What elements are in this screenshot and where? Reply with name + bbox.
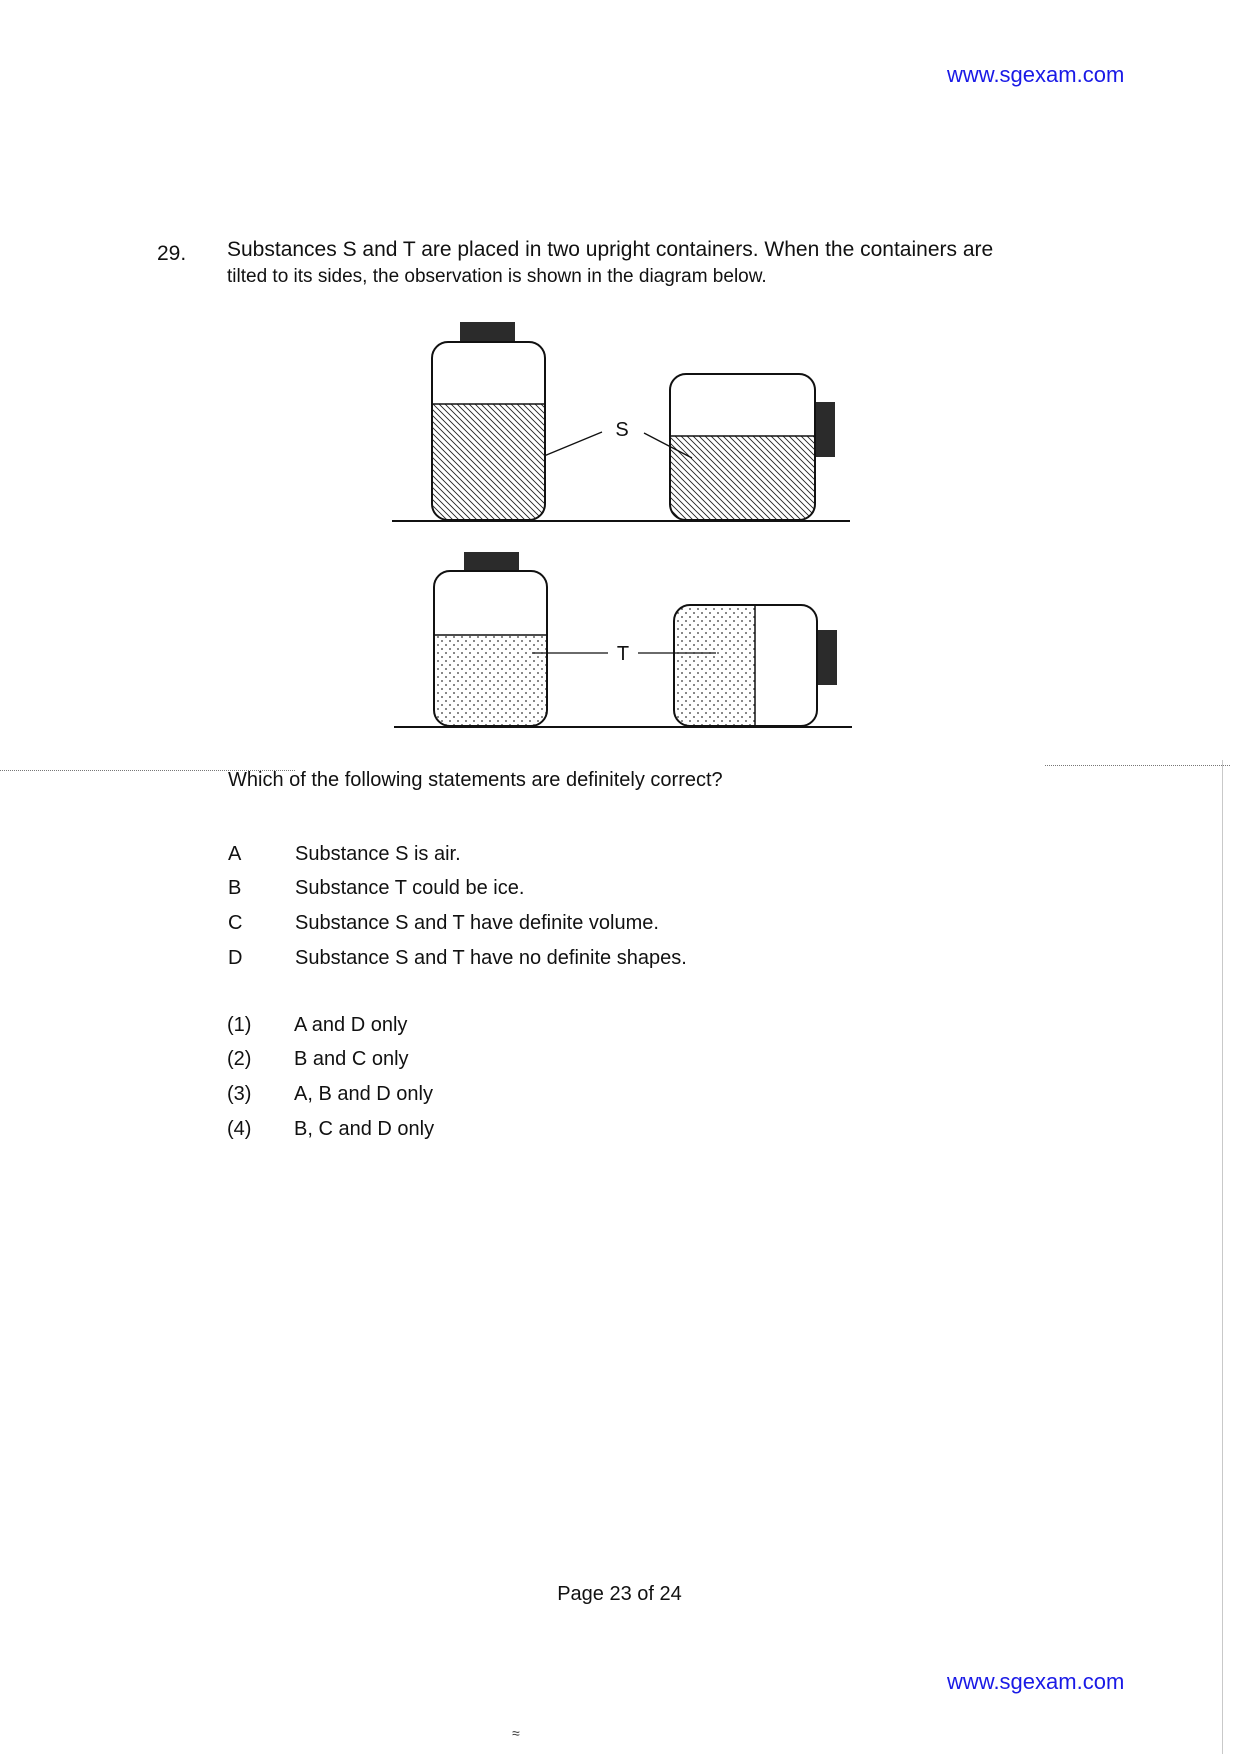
- option-text: A and D only: [294, 1014, 408, 1036]
- substance-s-fill: [432, 404, 545, 520]
- container-cap: [464, 552, 519, 572]
- option-key: (1): [227, 1014, 252, 1036]
- label-leader: [544, 432, 602, 456]
- option-key: (3): [227, 1083, 252, 1105]
- container-cap: [816, 630, 837, 685]
- option-key: (4): [227, 1118, 252, 1140]
- label-s: S: [615, 419, 629, 441]
- question-text-line2: tilted to its sides, the observation is shown in the diagram below.: [227, 266, 767, 287]
- tilted-container-t: [674, 605, 837, 726]
- upright-container-t: [434, 552, 547, 726]
- statement-text: Substance S and T have definite volume.: [295, 912, 659, 934]
- statement-text: Substance T could be ice.: [295, 877, 525, 899]
- header-url[interactable]: www.sgexam.com: [947, 62, 1125, 87]
- question-prompt: Which of the following statements are definitely correct?: [228, 769, 723, 791]
- question-number: 29.: [157, 242, 187, 265]
- containers-diagram: [380, 315, 860, 735]
- substance-t-fill: [674, 605, 755, 726]
- statement-key: D: [228, 947, 243, 969]
- option-text: B and C only: [294, 1048, 409, 1070]
- statement-key: B: [228, 877, 242, 899]
- upright-container-s: [432, 322, 545, 520]
- substance-s-fill: [670, 436, 815, 520]
- margin-dash-right: [1045, 765, 1230, 766]
- footer-url[interactable]: www.sgexam.com: [947, 1669, 1125, 1694]
- container-cap: [460, 322, 515, 343]
- substance-s-diagram: [392, 322, 850, 521]
- statement-text: Substance S and T have no definite shapes.: [295, 947, 687, 969]
- question-text-line1: Substances S and T are placed in two upright containers. When the containers are: [227, 238, 994, 261]
- page-number: Page 23 of 24: [557, 1583, 682, 1605]
- label-t: T: [616, 643, 630, 665]
- option-text: A, B and D only: [294, 1083, 433, 1105]
- option-key: (2): [227, 1048, 252, 1070]
- statement-text: Substance S is air.: [295, 843, 461, 865]
- substance-t-diagram: [394, 552, 852, 727]
- question-text: [227, 236, 1087, 290]
- tilted-container-s: [670, 374, 835, 520]
- substance-t-fill: [434, 635, 547, 726]
- container-cap: [814, 402, 835, 457]
- option-text: B, C and D only: [294, 1118, 435, 1140]
- statement-key: C: [228, 912, 243, 934]
- scan-mark: ≈: [512, 1725, 520, 1741]
- statement-key: A: [228, 843, 242, 865]
